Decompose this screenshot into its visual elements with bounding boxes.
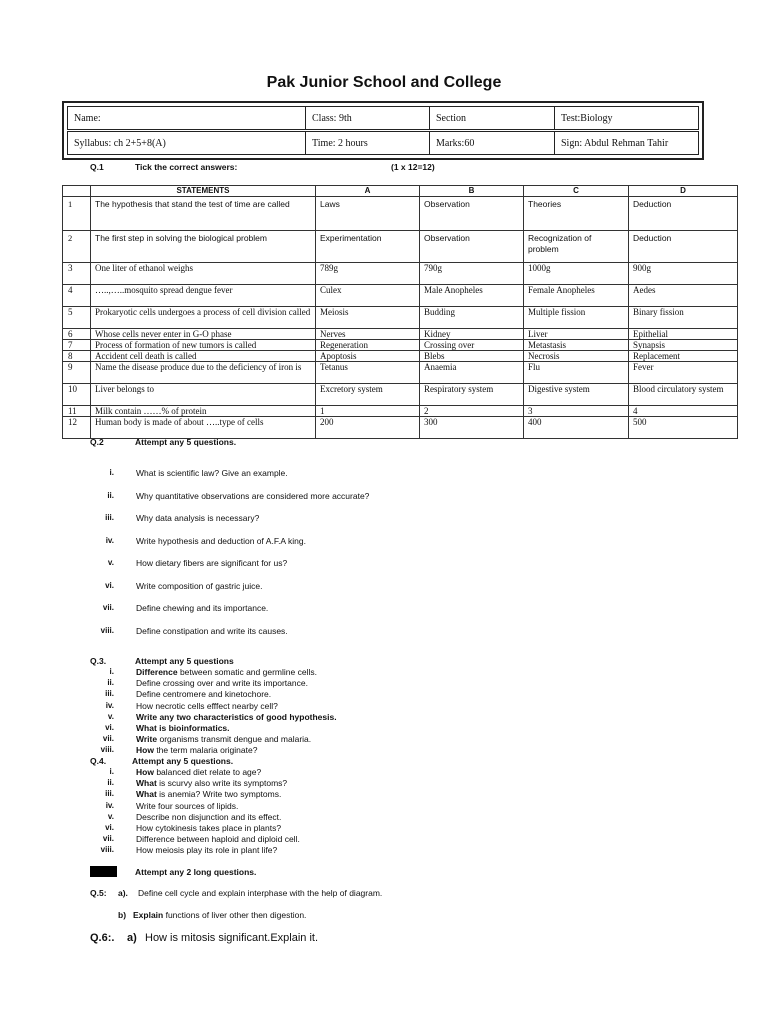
q2-item-text: Why quantitative observations are considered more accurate? <box>136 490 370 501</box>
mcq-option-a: Laws <box>316 197 420 231</box>
mcq-option-d: 900g <box>629 263 738 285</box>
q4-item-text: How meiosis play its role in plant life? <box>136 845 278 856</box>
mcq-row <box>63 285 738 307</box>
q4-item-question <box>136 823 281 833</box>
mcq-option-b: Blebs <box>420 351 524 362</box>
mcq-option-b: Anaemia <box>420 362 524 384</box>
mcq-row <box>63 197 738 231</box>
mcq-option-c: Flu <box>524 362 629 384</box>
q2-item-text: Why data analysis is necessary? <box>136 513 260 523</box>
q5-label: Q.5: <box>90 888 107 898</box>
q4-item-question <box>136 834 300 844</box>
mcq-option-c: Female Anopheles <box>524 285 629 307</box>
mcq-row-number: 3 <box>63 263 91 285</box>
header-table <box>67 106 699 155</box>
mcq-option-b: 790g <box>420 263 524 285</box>
q3-item-bold-lead: What is bioinformatics. <box>136 723 230 733</box>
mcq-option-a: Regeneration <box>316 340 420 351</box>
q4-item-question <box>136 767 261 777</box>
q4-item-number: iii. <box>105 789 114 799</box>
mcq-option-d: Epithelial <box>629 329 738 340</box>
mcq-option-c: Multiple fission <box>524 307 629 329</box>
mcq-option-c: 3 <box>524 406 629 417</box>
q2-item-number: i. <box>109 468 114 477</box>
q3-item-number: ii. <box>107 678 114 688</box>
mcq-option-a: 1 <box>316 406 420 417</box>
q5a-text: Define cell cycle and explain interphase with the help of diagram. <box>138 888 383 898</box>
q3-item-number: iv. <box>105 700 114 710</box>
mcq-option-d: Deduction <box>629 231 738 263</box>
mcq-option-b: 2 <box>420 406 524 417</box>
mcq-option-a: Meiosis <box>316 307 420 329</box>
mcq-option-d: 4 <box>629 406 738 417</box>
q4-item-number: ii. <box>107 778 114 788</box>
mcq-option-c: Liver <box>524 329 629 340</box>
mcq-option-d: 500 <box>629 417 738 439</box>
mcq-option-b: Budding <box>420 307 524 329</box>
q2-item-question <box>136 468 288 478</box>
q3-item-text: Define crossing over and write its importance. <box>136 678 308 689</box>
q4-item-number: iv. <box>105 800 114 810</box>
q3-label: Q.3. <box>90 656 107 666</box>
q1-label: Q.1 <box>90 162 104 172</box>
q3-item-question <box>136 734 311 744</box>
mcq-option-c: Metastasis <box>524 340 629 351</box>
mcq-option-a: Apoptosis <box>316 351 420 362</box>
mcq-row-number: 12 <box>63 417 91 439</box>
q2-item-question <box>136 626 288 636</box>
mcq-statement: The hypothesis that stand the test of time are called <box>91 197 316 231</box>
q3-item-question <box>136 678 308 688</box>
mcq-option-c: Recognization of problem <box>524 231 629 263</box>
q4-item-number: v. <box>107 811 114 821</box>
q2-instruction: Attempt any 5 questions. <box>135 437 237 447</box>
q5b-rest: functions of liver other then digestion. <box>163 910 307 920</box>
mcq-statement: Prokaryotic cells undergoes a process of cell division called <box>91 307 316 329</box>
mcq-option-c: Necrosis <box>524 351 629 362</box>
mcq-row <box>63 329 738 340</box>
q2-item-question <box>136 491 369 501</box>
q4-item-question <box>136 789 281 799</box>
school-title: Pak Junior School and College <box>266 74 502 91</box>
mcq-header-a: A <box>316 186 420 197</box>
q4-item-number: vii. <box>102 834 114 844</box>
q3-item-number: viii. <box>100 745 114 755</box>
q4-item-number: vi. <box>105 823 114 832</box>
q2-item-question <box>136 513 259 523</box>
mcq-row-number: 5 <box>63 307 91 329</box>
q2-item-text: Write hypothesis and deduction of A.F.A king. <box>136 535 306 546</box>
mcq-option-d: Deduction <box>629 197 738 231</box>
q4-item-bold-lead: How <box>136 767 154 777</box>
name-cell: Name: <box>68 107 306 131</box>
mcq-option-a: 789g <box>316 263 420 285</box>
sign-cell: Sign: Abdul Rehman Tahir <box>555 131 699 155</box>
mcq-row <box>63 384 738 406</box>
q4-item-number: i. <box>109 767 114 776</box>
long-instruction: Attempt any 2 long questions. <box>135 867 257 877</box>
mcq-option-c: Digestive system <box>524 384 629 406</box>
mcq-row <box>63 417 738 439</box>
q2-item-question <box>136 558 287 568</box>
q2-label: Q.2 <box>90 437 104 447</box>
q1-marks: (1 x 12=12) <box>391 162 435 172</box>
q4-item-question <box>136 801 238 811</box>
q4-item-question <box>136 778 287 788</box>
q2-item-number: iii. <box>105 513 114 522</box>
mcq-row <box>63 406 738 417</box>
q4-item-text: is scurvy also write its symptoms? <box>156 778 288 789</box>
mcq-header-no <box>63 186 91 197</box>
q3-item-bold-lead: Write any two characteristics of good hypothesis. <box>136 711 337 722</box>
mcq-option-a: Nerves <box>316 329 420 340</box>
mcq-row-number: 10 <box>63 384 91 406</box>
mcq-option-a: Excretory system <box>316 384 420 406</box>
q4-item-bold-lead: What <box>136 778 157 789</box>
mcq-option-b: Respiratory system <box>420 384 524 406</box>
mcq-option-c: 400 <box>524 417 629 439</box>
q5b-text <box>133 910 306 920</box>
mcq-option-b: Observation <box>420 231 524 263</box>
q5b-marker: b) <box>118 910 127 920</box>
mcq-option-d: Replacement <box>629 351 738 362</box>
q3-item-bold-lead: Write <box>136 734 158 745</box>
header-box <box>62 101 704 160</box>
mcq-row-number: 2 <box>63 231 91 263</box>
q2-item-text: Write composition of gastric juice. <box>136 580 263 591</box>
q3-item-question <box>136 701 278 711</box>
mcq-statement: Whose cells never enter in G-O phase <box>91 329 316 340</box>
mcq-option-b: Kidney <box>420 329 524 340</box>
mcq-option-c: Theories <box>524 197 629 231</box>
section-cell: Section <box>430 107 555 131</box>
q2-item-text: What is scientific law? Give an example. <box>136 468 288 478</box>
q3-item-text: between somatic and germline cells. <box>177 667 317 677</box>
mcq-option-b: Observation <box>420 197 524 231</box>
mcq-option-b: 300 <box>420 417 524 439</box>
mcq-option-d: Synapsis <box>629 340 738 351</box>
mcq-statement: Milk contain ……% of protein <box>91 406 316 417</box>
mcq-row-number: 6 <box>63 329 91 340</box>
mcq-option-d: Binary fission <box>629 307 738 329</box>
mcq-row-number: 1 <box>63 197 91 231</box>
q3-item-bold-lead: How <box>136 745 154 756</box>
mcq-option-a: Culex <box>316 285 420 307</box>
q3-item-text: organisms transmit dengue and malaria. <box>157 734 312 745</box>
q3-item-question <box>136 667 317 677</box>
marks-cell: Marks:60 <box>430 131 555 155</box>
mcq-row <box>63 231 738 263</box>
mcq-header-statements: STATEMENTS <box>91 186 316 197</box>
class-cell: Class: 9th <box>306 107 430 131</box>
q3-item-question <box>136 712 337 722</box>
mcq-statement: Process of formation of new tumors is called <box>91 340 316 351</box>
q2-item-text: How dietary fibers are significant for us? <box>136 558 288 568</box>
q2-item-question <box>136 536 306 546</box>
mcq-row <box>63 340 738 351</box>
mcq-option-d: Blood circulatory system <box>629 384 738 406</box>
redaction-block <box>90 866 117 877</box>
q2-item-number: viii. <box>100 625 114 635</box>
q2-item-question <box>136 603 268 613</box>
test-cell: Test:Biology <box>555 107 699 131</box>
q3-item-text: the term malaria originate? <box>153 745 258 756</box>
mcq-row-number: 11 <box>63 406 91 417</box>
q3-item-question <box>136 689 271 699</box>
syllabus-cell: Syllabus: ch 2+5+8(A) <box>68 131 306 155</box>
q4-item-text: Write four sources of lipids. <box>136 800 239 811</box>
mcq-row <box>63 307 738 329</box>
mcq-row-number: 7 <box>63 340 91 351</box>
mcq-table <box>62 185 738 439</box>
mcq-row-number: 9 <box>63 362 91 384</box>
q2-item-text: Define constipation and write its causes. <box>136 625 288 636</box>
q4-label: Q.4. <box>90 756 107 766</box>
q4-item-text: Describe non disjunction and its effect. <box>136 811 282 822</box>
mcq-row-number: 4 <box>63 285 91 307</box>
mcq-option-a: Experimentation <box>316 231 420 263</box>
mcq-option-d: Fever <box>629 362 738 384</box>
q5b-bold-word: Explain <box>133 910 164 920</box>
q3-item-number: i. <box>109 667 114 676</box>
mcq-statement: The first step in solving the biological problem <box>91 231 316 263</box>
q4-item-bold-lead: What <box>136 789 157 800</box>
mcq-row <box>63 263 738 285</box>
q2-item-number: iv. <box>105 535 114 545</box>
q3-item-bold-lead: Difference <box>136 667 178 677</box>
q1-instruction: Tick the correct answers: <box>135 162 238 172</box>
q3-item-number: vi. <box>105 723 114 732</box>
q5a-marker: a). <box>118 888 128 898</box>
q4-item-question <box>136 845 277 855</box>
q6a-marker: a) <box>127 932 137 944</box>
q3-item-question <box>136 745 257 755</box>
time-cell: Time: 2 hours <box>306 131 430 155</box>
mcq-header-c: C <box>524 186 629 197</box>
q2-item-number: ii. <box>107 490 114 500</box>
mcq-statement: One liter of ethanol weighs <box>91 263 316 285</box>
q2-item-number: vi. <box>105 580 114 590</box>
mcq-statement: Name the disease produce due to the deficiency of iron is <box>91 362 316 384</box>
q3-instruction: Attempt any 5 questions <box>135 656 234 666</box>
mcq-option-b: Male Anopheles <box>420 285 524 307</box>
q2-item-question <box>136 581 262 591</box>
q2-item-number: v. <box>107 558 114 567</box>
mcq-header-d: D <box>629 186 738 197</box>
mcq-row <box>63 362 738 384</box>
q4-item-text: Difference between haploid and diploid cell. <box>136 834 300 845</box>
mcq-row <box>63 351 738 362</box>
mcq-option-b: Crossing over <box>420 340 524 351</box>
mcq-option-a: Tetanus <box>316 362 420 384</box>
q2-item-text: Define chewing and its importance. <box>136 603 269 613</box>
q4-item-number: viii. <box>100 845 114 855</box>
q4-item-question <box>136 812 281 822</box>
q4-item-text: How cytokinesis takes place in plants? <box>136 823 282 833</box>
q3-item-number: iii. <box>105 689 114 699</box>
q4-item-text: balanced diet relate to age? <box>153 767 262 777</box>
q4-item-text: is anemia? Write two symptoms. <box>156 789 282 800</box>
q3-item-text: How necrotic cells efffect nearby cell? <box>136 700 278 711</box>
q2-item-number: vii. <box>102 603 114 612</box>
q4-instruction: Attempt any 5 questions. <box>132 756 234 766</box>
mcq-statement: Accident cell death is called <box>91 351 316 362</box>
mcq-header-b: B <box>420 186 524 197</box>
mcq-option-c: 1000g <box>524 263 629 285</box>
mcq-option-d: Aedes <box>629 285 738 307</box>
q3-item-text: Define centromere and kinetochore. <box>136 689 272 700</box>
mcq-statement: Human body is made of about …..type of cells <box>91 417 316 439</box>
mcq-statement: Liver belongs to <box>91 384 316 406</box>
mcq-statement: …..,…..mosquito spread dengue fever <box>91 285 316 307</box>
q3-item-number: vii. <box>102 734 114 744</box>
q3-item-number: v. <box>107 711 114 721</box>
mcq-option-a: 200 <box>316 417 420 439</box>
q6-label: Q.6:. <box>90 932 115 944</box>
q3-item-question <box>136 723 230 733</box>
mcq-row-number: 8 <box>63 351 91 362</box>
q6a-text: How is mitosis significant.Explain it. <box>145 932 319 944</box>
